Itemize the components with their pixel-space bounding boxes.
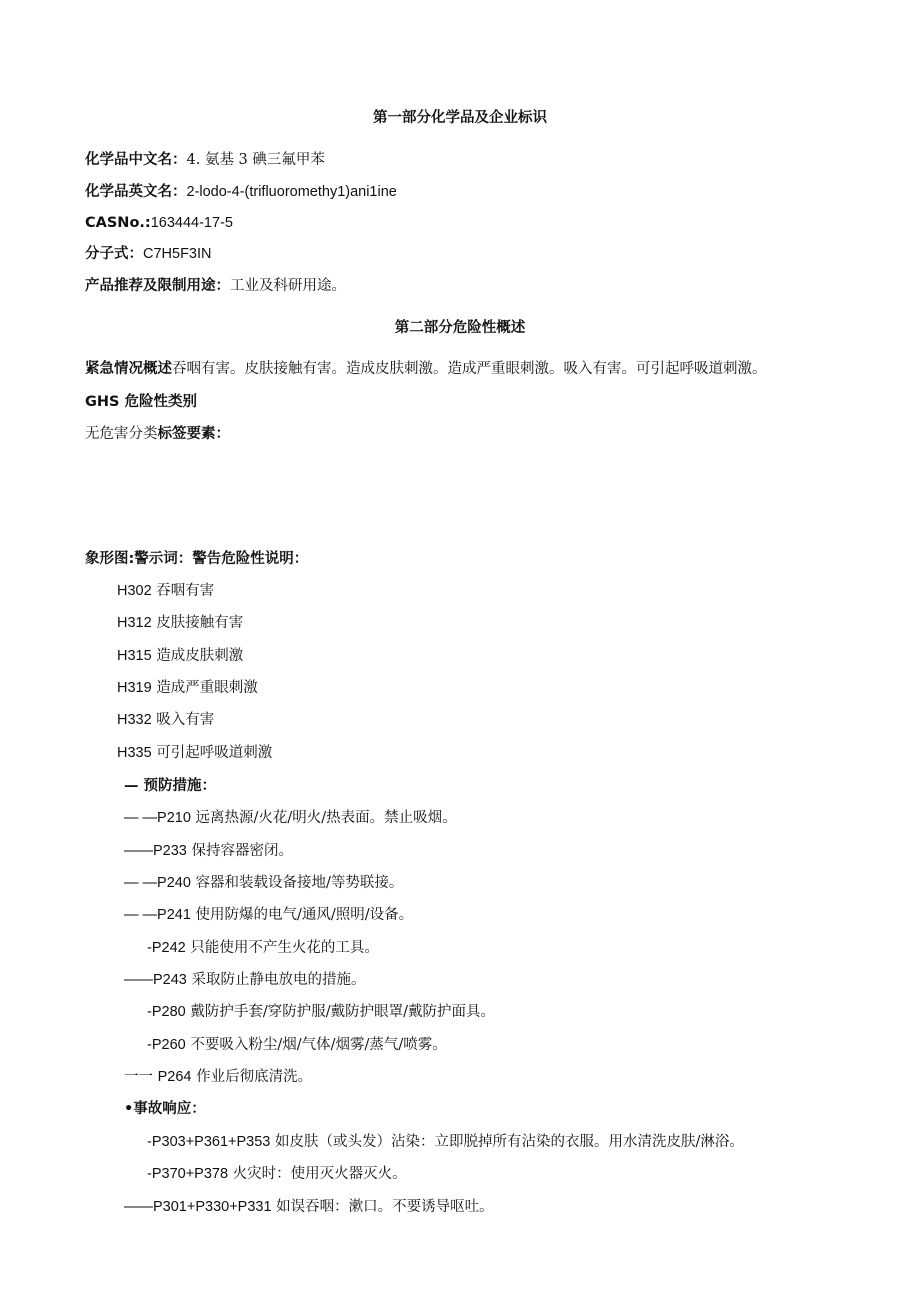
response-statement — [147, 1164, 407, 1184]
cn-name-line — [85, 150, 325, 170]
precaution-text: 戴防护手套/穿防护服/戴防护眼罩/戴防护面具。 — [190, 1004, 495, 1020]
precaution-text: 容器和装载设备接地/等势联接。 — [195, 875, 404, 891]
hazard-text: 吞咽有害 — [156, 583, 215, 599]
formula-value: C7H5F3IN — [143, 246, 212, 262]
precaution-code: P280 — [151, 1004, 186, 1020]
prevention-statement — [124, 841, 293, 861]
dash-prefix: - — [147, 940, 152, 956]
prevention-statement — [124, 808, 457, 828]
precaution-text: 不要吸入粉尘/烟/气体/烟雾/蒸气/喷雾。 — [190, 1037, 447, 1053]
precaution-code: P260 — [151, 1037, 186, 1053]
prevention-statement — [147, 938, 379, 958]
dash-prefix: - — [147, 1037, 152, 1053]
precaution-text: 如误吞咽：漱口。不要诱导呕吐。 — [276, 1199, 494, 1215]
hazard-statement — [117, 581, 214, 601]
precaution-code: P240 — [157, 875, 191, 891]
pictogram-line: 象形图:警示词：警告危险性说明： — [85, 551, 309, 567]
label-elements-label: 标签要素： — [157, 426, 230, 442]
cas-line — [85, 213, 233, 233]
prevention-label: — 预防措施： — [124, 778, 217, 794]
section1-heading: 第一部分化学品及企业标识 — [373, 110, 547, 126]
dash-prefix: — — — [124, 907, 158, 923]
en-name-value: 2-lodo-4-(trifluoromethy1)ani1ine — [186, 184, 397, 200]
emergency-value: 吞咽有害。皮肤接触有害。造成皮肤刺激。造成严重眼刺激。吸入有害。可引起呼吸道刺激。 — [172, 361, 767, 377]
en-name-label: 化学品英文名： — [85, 184, 187, 200]
precaution-text: 远离热源/火花/明火/热表面。禁止吸烟。 — [195, 810, 457, 826]
hazard-code: H312 — [117, 615, 152, 631]
precaution-text: 采取防止静电放电的措施。 — [191, 972, 366, 988]
hazard-statement — [117, 678, 258, 698]
dash-prefix: —— — [124, 972, 153, 988]
precaution-code: P242 — [151, 940, 186, 956]
hazard-text: 皮肤接触有害 — [156, 615, 244, 631]
prevention-statement — [124, 905, 413, 925]
hazard-statement — [117, 710, 214, 730]
dash-prefix: - — [147, 1134, 152, 1150]
prevention-statement — [124, 1067, 312, 1087]
cas-value: 163444-17-5 — [150, 215, 233, 231]
precaution-code: P233 — [153, 843, 187, 859]
prevention-statement — [124, 970, 365, 990]
classification-value: 无危害分类 — [85, 426, 158, 442]
precaution-text: 使用防爆的电气/通风/照明/设备。 — [195, 907, 414, 923]
hazard-text: 吸入有害 — [156, 712, 215, 728]
prevention-statement — [147, 1002, 495, 1022]
precaution-code: P241 — [157, 907, 191, 923]
hazard-statement — [117, 743, 272, 763]
hazard-code: H315 — [117, 648, 152, 664]
section2-heading: 第二部分危险性概述 — [394, 320, 526, 336]
precaution-text: 作业后彻底清洗。 — [196, 1069, 313, 1085]
ghs-label: GHS 危险性类别 — [85, 394, 198, 410]
dash-prefix: —— — [124, 1199, 153, 1215]
hazard-statement — [117, 646, 243, 666]
emergency-line — [85, 359, 767, 379]
emergency-label: 紧急情况概述 — [85, 361, 172, 377]
hazard-text: 可引起呼吸道刺激 — [156, 745, 273, 761]
precaution-code: P243 — [153, 972, 187, 988]
precaution-text: 保持容器密闭。 — [191, 843, 293, 859]
precaution-text: 只能使用不产生火花的工具。 — [190, 940, 379, 956]
precaution-text: 火灾时：使用灭火器灭火。 — [232, 1166, 407, 1182]
response-label: •事故响应： — [124, 1101, 206, 1117]
precaution-code: P370+P378 — [151, 1166, 229, 1182]
hazard-text: 造成皮肤刺激 — [156, 648, 244, 664]
hazard-code: H319 — [117, 680, 152, 696]
formula-line — [85, 244, 212, 264]
classification-line — [85, 424, 230, 444]
cn-name-value: 4. 氨基 3 碘三氟甲苯 — [186, 152, 325, 168]
dash-prefix: - — [147, 1166, 152, 1182]
en-name-line — [85, 182, 397, 202]
cn-name-label: 化学品中文名： — [85, 152, 187, 168]
precaution-code: P303+P361+P353 — [151, 1134, 271, 1150]
use-label: 产品推荐及限制用途： — [85, 278, 230, 294]
formula-label: 分子式： — [85, 246, 143, 262]
precaution-text: 如皮肤（或头发）沾染：立即脱掉所有沾染的衣服。用水清洗皮肤/淋浴。 — [274, 1134, 744, 1150]
use-value: 工业及科研用途。 — [230, 278, 346, 294]
dash-prefix: — — — [124, 810, 158, 826]
dash-prefix: 一一 — [124, 1069, 153, 1085]
precaution-code: P210 — [157, 810, 191, 826]
precaution-code: P264 — [157, 1069, 192, 1085]
dash-prefix: —— — [124, 843, 153, 859]
prevention-statement — [124, 873, 403, 893]
response-statement — [124, 1197, 494, 1217]
cas-label: CASNo.: — [85, 215, 151, 231]
hazard-code: H332 — [117, 712, 152, 728]
hazard-statement — [117, 613, 243, 633]
dash-prefix: — — — [124, 875, 158, 891]
dash-prefix: - — [147, 1004, 152, 1020]
hazard-code: H302 — [117, 583, 152, 599]
precaution-code: P301+P330+P331 — [153, 1199, 272, 1215]
response-statement — [147, 1132, 744, 1152]
hazard-code: H335 — [117, 745, 152, 761]
prevention-statement — [147, 1035, 447, 1055]
hazard-text: 造成严重眼刺激 — [156, 680, 258, 696]
use-line — [85, 276, 346, 296]
